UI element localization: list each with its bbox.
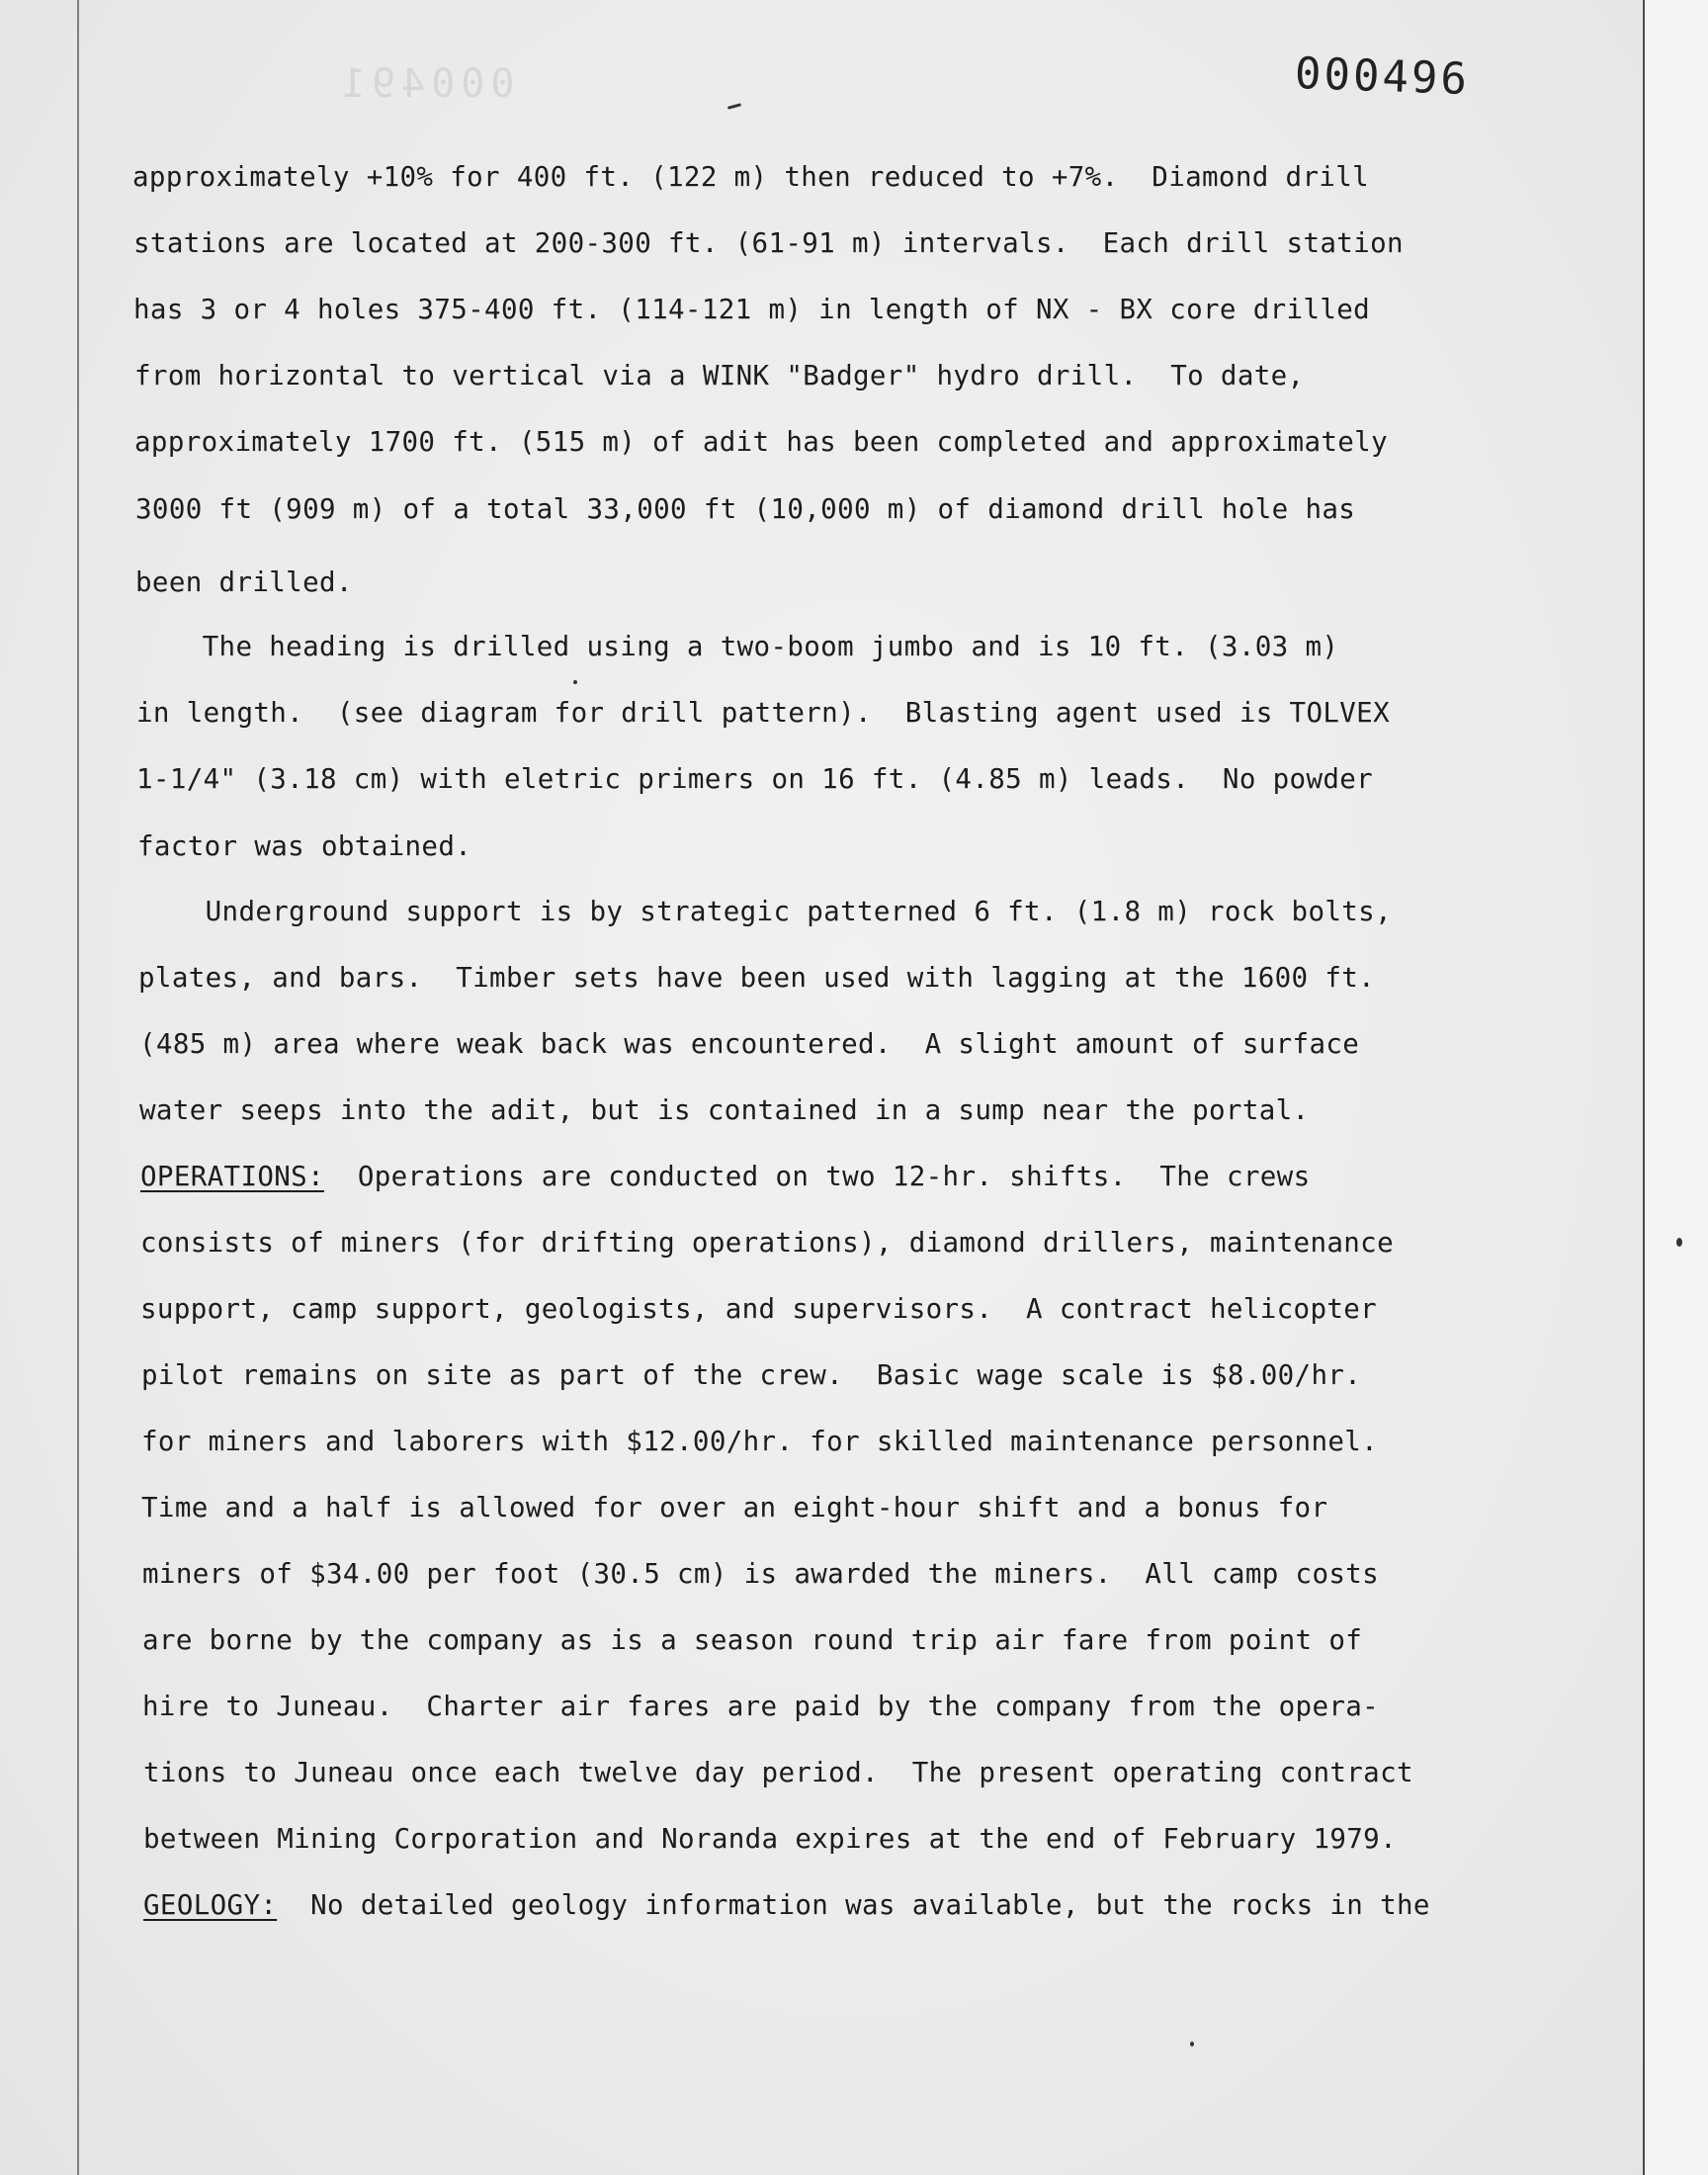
text-line: The heading is drilled using a two-boom jumbo and is 10 ft. (3.03 m) xyxy=(135,631,1339,662)
text-line: consists of miners (for drifting operations), diamond drillers, maintenance xyxy=(140,1227,1394,1259)
text-line: plates, and bars. Timber sets have been used with lagging at the 1600 ft. xyxy=(138,962,1376,994)
text-line: pilot remains on site as part of the crew. Basic wage scale is $8.00/hr. xyxy=(141,1359,1362,1391)
text-line: for miners and laborers with $12.00/hr. for skilled maintenance personnel. xyxy=(141,1426,1379,1457)
text-line: in length. (see diagram for drill pattern). Blasting agent used is TOLVEX xyxy=(136,697,1390,729)
operations-heading: OPERATIONS: xyxy=(140,1161,324,1192)
text-line: Operations are conducted on two 12-hr. shifts. The crews xyxy=(357,1161,1311,1192)
ink-mark xyxy=(727,103,741,110)
text-line: Underground support is by strategic patterned 6 ft. (1.8 m) rock bolts, xyxy=(138,896,1392,927)
text-line: are borne by the company as is a season round trip air fare from point of xyxy=(142,1624,1363,1656)
text-line: factor was obtained. xyxy=(137,830,472,862)
operations-line xyxy=(140,1161,1310,1192)
text-line: approximately +10% for 400 ft. (122 m) then reduced to +7%. Diamond drill xyxy=(132,161,1370,193)
bleed-through-page-number: 000491 xyxy=(336,61,515,107)
text-line: approximately 1700 ft. (515 m) of adit has been completed and approximately xyxy=(134,426,1388,458)
geology-heading: GEOLOGY: xyxy=(143,1889,278,1921)
ink-speck xyxy=(1676,1238,1682,1247)
text-line: 3000 ft (909 m) of a total 33,000 ft (10,000 m) of diamond drill hole has xyxy=(135,493,1356,525)
text-line: water seeps into the adit, but is contained in a sump near the portal. xyxy=(139,1094,1310,1126)
text-line: 1-1/4" (3.18 cm) with eletric primers on 16 ft. (4.85 m) leads. No powder xyxy=(136,763,1374,795)
text-line: support, camp support, geologists, and supervisors. A contract helicopter xyxy=(140,1293,1378,1325)
text-line: hire to Juneau. Charter air fares are paid by the company from the opera- xyxy=(142,1691,1380,1722)
text-line: tions to Juneau once each twelve day period. The present operating contract xyxy=(143,1757,1413,1788)
text-line: has 3 or 4 holes 375-400 ft. (114-121 m) in length of NX - BX core drilled xyxy=(133,294,1371,325)
page-number: 000496 xyxy=(1294,47,1471,106)
text-line: stations are located at 200-300 ft. (61-91 m) intervals. Each drill station xyxy=(133,227,1404,259)
text-line: No detailed geology information was available, but the rocks in the xyxy=(310,1889,1430,1921)
text-line: Time and a half is allowed for over an eight-hour shift and a bonus for xyxy=(141,1492,1328,1523)
page-edge-strip xyxy=(1645,0,1708,2175)
left-margin-line xyxy=(77,0,79,2175)
text-line: between Mining Corporation and Noranda expires at the end of February 1979. xyxy=(143,1823,1397,1855)
ink-speck xyxy=(573,680,577,684)
geology-line xyxy=(143,1889,1430,1921)
text-line: been drilled. xyxy=(135,566,353,598)
ink-speck xyxy=(1190,2042,1194,2046)
right-edge-line xyxy=(1643,0,1645,2175)
text-line: miners of $34.00 per foot (30.5 cm) is awarded the miners. All camp costs xyxy=(142,1558,1380,1590)
text-line: from horizontal to vertical via a WINK "Badger" hydro drill. To date, xyxy=(134,360,1305,392)
text-line: (485 m) area where weak back was encountered. A slight amount of surface xyxy=(139,1028,1360,1060)
